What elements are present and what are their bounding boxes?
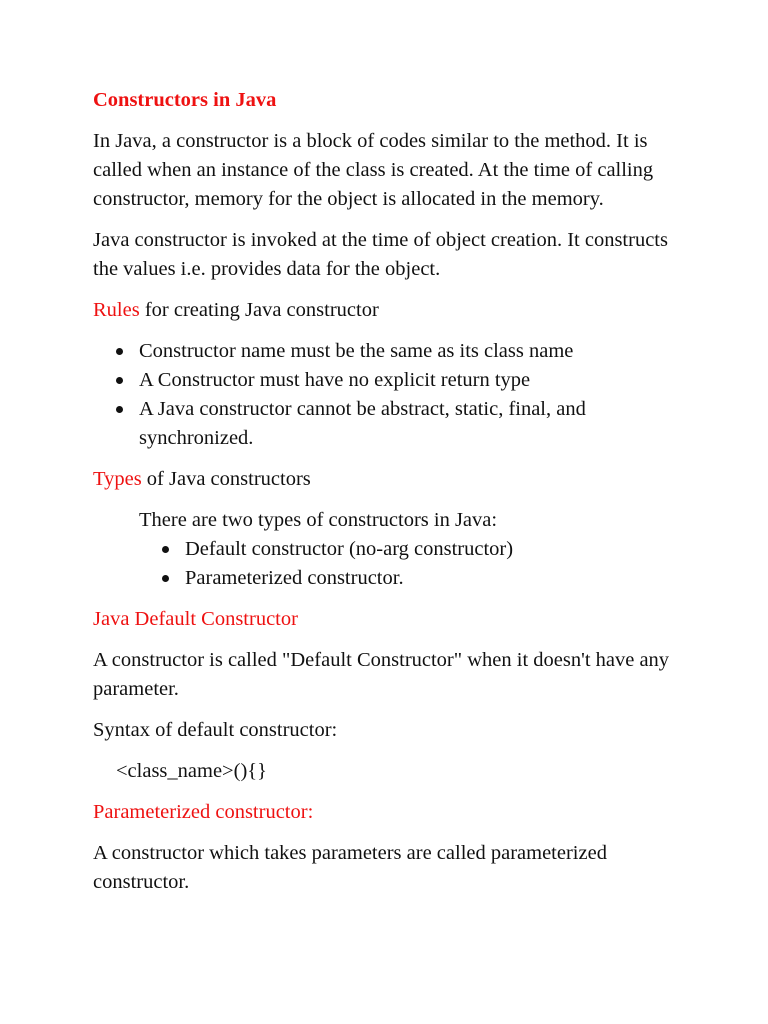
- rules-heading: [93, 296, 693, 325]
- rules-list-item: A Constructor must have no explicit return type: [93, 366, 693, 395]
- types-list-item: Parameterized constructor.: [139, 564, 693, 593]
- rules-list-item: A Java constructor cannot be abstract, static, final, and synchronized.: [93, 395, 693, 453]
- invoke-paragraph: Java constructor is invoked at the time of object creation. It constructs the values i.e. provides data for the object.: [93, 229, 668, 280]
- document-page: [93, 86, 693, 909]
- default-constructor-paragraph: A constructor is called "Default Constructor" when it doesn't have any parameter.: [93, 649, 670, 700]
- types-list-item: Default constructor (no-arg constructor): [139, 535, 693, 564]
- types-heading-rest: of Java constructors: [141, 468, 311, 490]
- types-intro: There are two types of constructors in Java:: [139, 509, 498, 531]
- default-constructor-heading: Java Default Constructor: [93, 608, 298, 630]
- rules-list: [93, 337, 693, 453]
- types-heading-highlight: Types: [93, 468, 142, 490]
- rules-heading-highlight: Rules: [93, 299, 140, 321]
- document-title: Constructors in Java: [93, 89, 277, 111]
- types-list: [139, 535, 693, 593]
- parameterized-constructor-paragraph: A constructor which takes parameters are called parameterized constructor.: [93, 842, 607, 893]
- rules-list-item: Constructor name must be the same as its class name: [93, 337, 693, 366]
- intro-paragraph: In Java, a constructor is a block of codes similar to the method. It is called when an instance of the class is created. At the time of calling constructor, memory for the object is allocated in the memory.: [93, 130, 654, 210]
- rules-heading-rest: for creating Java constructor: [139, 299, 379, 321]
- types-block: [139, 506, 693, 593]
- syntax-label: Syntax of default constructor:: [93, 719, 338, 741]
- parameterized-constructor-heading: Parameterized constructor:: [93, 801, 314, 823]
- syntax-code: <class_name>(){}: [116, 760, 267, 782]
- types-heading: [93, 465, 693, 494]
